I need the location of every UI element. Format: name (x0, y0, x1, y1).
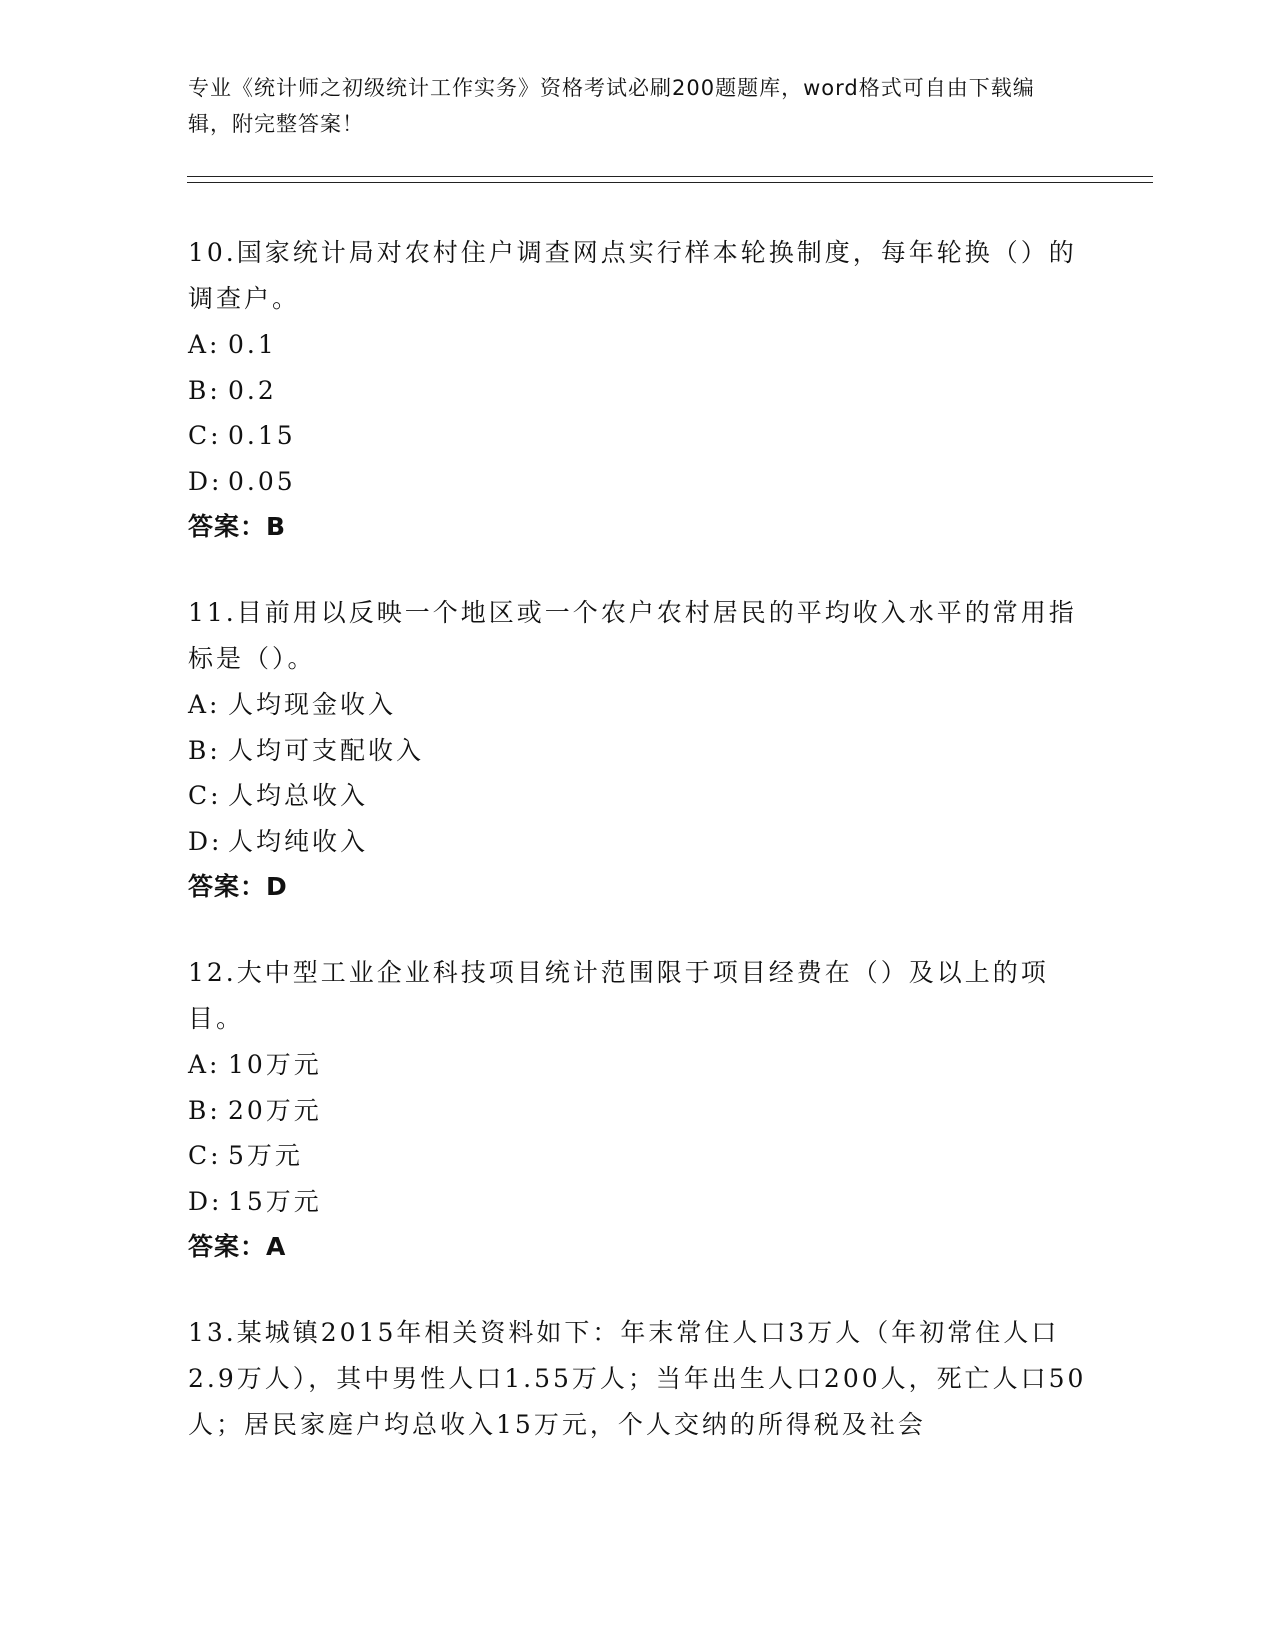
option-value: 0.05 (228, 466, 296, 496)
option-key: A: (188, 690, 221, 719)
option-key: A: (188, 330, 221, 359)
option-value: 0.2 (228, 375, 277, 405)
question-12 (188, 950, 1088, 1270)
option-value: 0.1 (228, 330, 277, 359)
option-a (188, 682, 1088, 728)
answer-line: 答案：B (188, 512, 287, 541)
option-key: B: (188, 735, 221, 765)
option-key: D: (188, 466, 223, 496)
option-key: C: (188, 781, 222, 810)
answer-line: 答案：A (188, 1232, 287, 1261)
option-key: C: (188, 421, 222, 450)
option-key: C: (188, 1141, 222, 1170)
option-b (188, 368, 1088, 414)
document-header (188, 70, 1068, 142)
option-value: 0.15 (228, 421, 296, 450)
option-value: 20万元 (228, 1095, 322, 1125)
option-key: D: (188, 1186, 223, 1216)
header-divider-bottom (187, 182, 1153, 183)
option-c (188, 413, 1088, 459)
option-value: 5万元 (228, 1141, 303, 1170)
option-b (188, 1088, 1088, 1134)
question-text: 12.大中型工业企业科技项目统计范围限于项目经费在（）及以上的项目。 (188, 958, 1049, 1033)
header-divider-top (187, 176, 1153, 177)
option-c (188, 1133, 1088, 1179)
option-value: 人均总收入 (228, 781, 369, 810)
option-value: 10万元 (228, 1050, 322, 1079)
option-key: B: (188, 375, 221, 405)
question-text: 10.国家统计局对农村住户调查网点实行样本轮换制度，每年轮换（）的调查户。 (188, 238, 1077, 313)
question-text: 11.目前用以反映一个地区或一个农户农村居民的平均收入水平的常用指标是（）。 (188, 598, 1077, 673)
option-value: 15万元 (228, 1186, 322, 1216)
option-d (188, 459, 1088, 505)
option-key: D: (188, 826, 223, 856)
option-b (188, 728, 1088, 774)
answer-line: 答案：D (188, 872, 288, 901)
option-value: 人均纯收入 (228, 826, 369, 856)
option-value: 人均可支配收入 (228, 735, 425, 765)
option-a (188, 1042, 1088, 1088)
option-a (188, 322, 1088, 368)
option-d (188, 819, 1088, 865)
header-title: 专业《统计师之初级统计工作实务》资格考试必刷200题题库，word格式可自由下载编辑，附完整答案！ (188, 76, 1035, 136)
question-13 (188, 1310, 1088, 1448)
question-11 (188, 590, 1088, 910)
option-c (188, 773, 1088, 819)
option-d (188, 1179, 1088, 1225)
question-list (188, 230, 1088, 1488)
question-text: 13.某城镇2015年相关资料如下：年末常住人口3万人（年初常住人口2.9万人），其中男性人口1.55万人；当年出生人口200人，死亡人口50人；居民家庭户均总收入15万元，个人交纳的所得税及社会 (188, 1318, 1087, 1439)
option-value: 人均现金收入 (228, 690, 397, 719)
question-10 (188, 230, 1088, 550)
option-key: B: (188, 1095, 221, 1125)
option-key: A: (188, 1050, 221, 1079)
